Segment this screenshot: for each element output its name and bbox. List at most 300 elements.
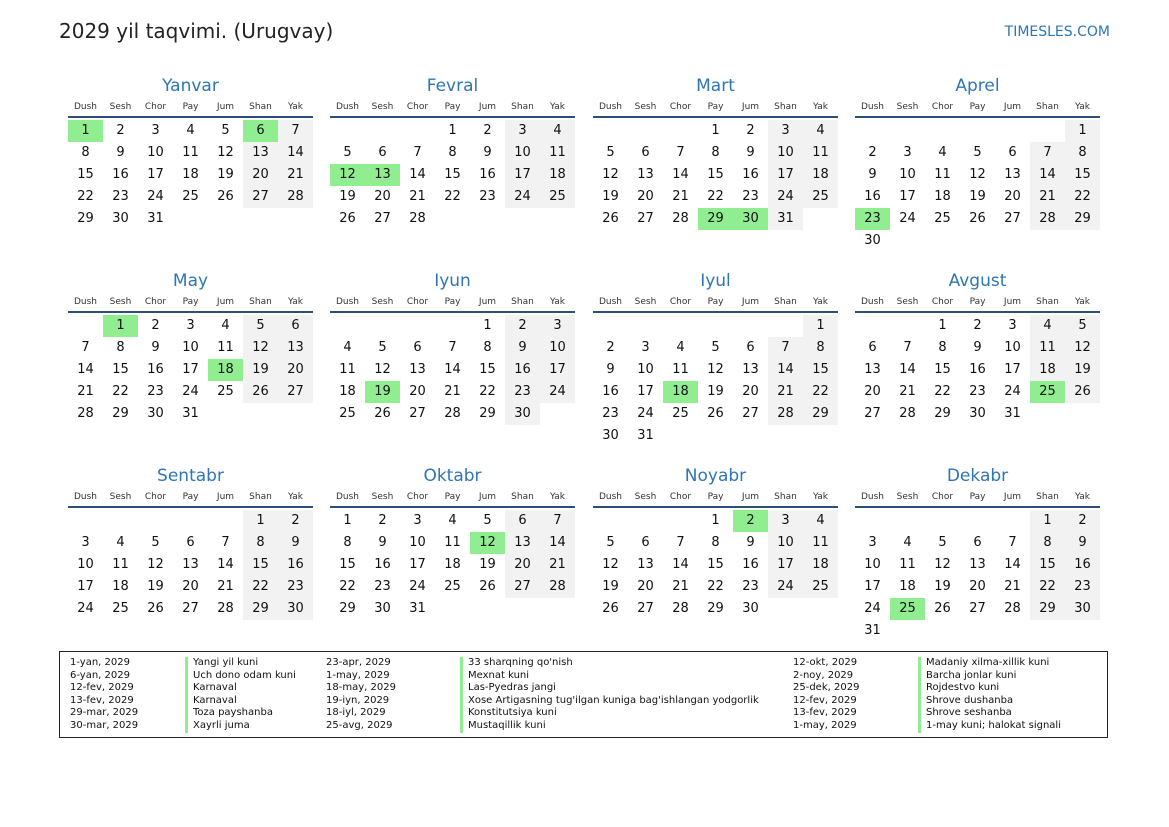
- weekday-label: Sesh: [896, 102, 919, 112]
- weekday-label: Jum: [741, 492, 760, 502]
- day-cell: 1: [343, 513, 352, 528]
- day-cell: 6: [505, 510, 540, 532]
- holiday-date: 30-mar, 2029: [70, 720, 139, 731]
- day-cell: 6: [1008, 145, 1017, 160]
- month-oktabr: [330, 464, 575, 620]
- empty-day: [768, 315, 803, 337]
- day-cell: 16: [742, 167, 759, 182]
- day-cell: 7: [81, 340, 90, 355]
- weekday-label: Sesh: [896, 492, 919, 502]
- day-cell: 16: [112, 167, 129, 182]
- holiday-date: 25-avg, 2029: [326, 720, 393, 731]
- weekday-label: Jum: [741, 102, 760, 112]
- day-cell: 3: [903, 145, 912, 160]
- holiday-name: Toza payshanba: [185, 707, 273, 720]
- day-cell: 6: [413, 340, 422, 355]
- month-sentabr: [68, 464, 313, 620]
- day-cell: 31: [1004, 406, 1021, 421]
- day-cell: 27: [637, 211, 654, 226]
- weekday-header: [855, 98, 1100, 118]
- day-cell: 11: [540, 142, 575, 164]
- day-cell: 22: [243, 576, 278, 598]
- day-cell: 12: [934, 557, 951, 572]
- weekday-label: Pay: [707, 102, 724, 112]
- day-cell: 6: [186, 535, 195, 550]
- day-cell: 2: [505, 315, 540, 337]
- day-cell: 6: [868, 340, 877, 355]
- day-cell: 19: [217, 167, 234, 182]
- day-cell: 23: [742, 579, 759, 594]
- weekday-label: Pay: [707, 297, 724, 307]
- day-cell: 8: [483, 340, 492, 355]
- empty-day: [960, 510, 995, 532]
- holiday-day: 1: [103, 315, 138, 337]
- holiday-day: 30: [733, 208, 768, 230]
- day-cell: 19: [602, 189, 619, 204]
- day-cell: 28: [540, 576, 575, 598]
- day-cell: 19: [969, 189, 986, 204]
- empty-day: [103, 510, 138, 532]
- day-cell: 26: [602, 211, 619, 226]
- day-cell: 17: [147, 167, 164, 182]
- day-cell: 16: [147, 362, 164, 377]
- day-cell: 23: [147, 384, 164, 399]
- weekday-label: Jum: [478, 492, 497, 502]
- day-cell: 13: [637, 557, 654, 572]
- weekday-label: Pay: [969, 297, 986, 307]
- weekday-label: Dush: [598, 102, 623, 112]
- day-cell: 12: [374, 362, 391, 377]
- day-cell: 14: [1004, 557, 1021, 572]
- weekday-label: Dush: [73, 492, 98, 502]
- empty-day: [68, 315, 103, 337]
- empty-day: [995, 120, 1030, 142]
- day-cell: 23: [969, 384, 986, 399]
- day-cell: 18: [540, 164, 575, 186]
- day-cell: 11: [803, 142, 838, 164]
- empty-day: [628, 120, 663, 142]
- weekday-label: Jum: [216, 492, 235, 502]
- day-cell: 15: [1030, 554, 1065, 576]
- day-cell: 27: [1004, 211, 1021, 226]
- day-cell: 1: [243, 510, 278, 532]
- day-cell: 10: [505, 142, 540, 164]
- holiday-day: 23: [855, 208, 890, 230]
- day-cell: 15: [444, 167, 461, 182]
- day-cell: 29: [479, 406, 496, 421]
- day-cell: 15: [803, 359, 838, 381]
- day-cell: 14: [768, 359, 803, 381]
- weekday-label: Dush: [598, 297, 623, 307]
- day-cell: 12: [1065, 337, 1100, 359]
- day-cell: 1: [803, 315, 838, 337]
- day-cell: 22: [77, 189, 94, 204]
- day-cell: 4: [186, 123, 195, 138]
- holiday-name: Xayrli juma: [185, 720, 250, 733]
- holiday-name: 1-may kuni; halokat signali: [918, 720, 1061, 733]
- month-name: Sentabr: [157, 466, 224, 486]
- day-cell: 8: [116, 340, 125, 355]
- day-cell: 21: [217, 579, 234, 594]
- weekday-label: Jum: [216, 297, 235, 307]
- weekday-label: Shan: [1036, 102, 1059, 112]
- day-cell: 25: [803, 576, 838, 598]
- day-cell: 5: [711, 340, 720, 355]
- day-cell: 26: [147, 601, 164, 616]
- day-cell: 16: [602, 384, 619, 399]
- day-cell: 10: [899, 167, 916, 182]
- day-cell: 14: [444, 362, 461, 377]
- day-cell: 1: [711, 513, 720, 528]
- day-cell: 23: [278, 576, 313, 598]
- weekday-label: Pay: [182, 297, 199, 307]
- month-fevral: [330, 74, 575, 230]
- weekday-header: [68, 98, 313, 118]
- empty-day: [890, 510, 925, 532]
- day-cell: 16: [505, 359, 540, 381]
- month-mart: [593, 74, 838, 230]
- day-cell: 10: [540, 337, 575, 359]
- day-cell: 20: [637, 579, 654, 594]
- day-cell: 15: [707, 557, 724, 572]
- day-cell: 3: [1008, 318, 1017, 333]
- day-cell: 26: [243, 381, 278, 403]
- day-cell: 3: [540, 315, 575, 337]
- day-cell: 21: [672, 579, 689, 594]
- month-name: Iyul: [700, 271, 731, 291]
- day-cell: 10: [1004, 340, 1021, 355]
- holiday-day: 25: [890, 598, 925, 620]
- day-cell: 2: [973, 318, 982, 333]
- day-cell: 25: [182, 189, 199, 204]
- empty-day: [593, 315, 628, 337]
- day-cell: 11: [217, 340, 234, 355]
- holiday-date: 19-iyn, 2029: [326, 694, 390, 706]
- day-cell: 25: [339, 406, 356, 421]
- holiday-date: 13-fev, 2029: [793, 707, 857, 719]
- day-cell: 19: [339, 189, 356, 204]
- holiday-name: Las-Pyedras jangi: [460, 682, 556, 695]
- day-cell: 17: [540, 359, 575, 381]
- day-cell: 23: [112, 189, 129, 204]
- holiday-name: 33 sharqning qo'nish: [460, 657, 573, 670]
- day-cell: 12: [707, 362, 724, 377]
- day-cell: 25: [217, 384, 234, 399]
- day-cell: 1: [448, 123, 457, 138]
- day-cell: 11: [934, 167, 951, 182]
- day-cell: 7: [1030, 142, 1065, 164]
- weekday-header: [855, 488, 1100, 508]
- weekday-label: Shan: [249, 102, 272, 112]
- weekday-label: Chor: [931, 492, 954, 502]
- day-cell: 15: [243, 554, 278, 576]
- weekday-label: Chor: [931, 297, 954, 307]
- day-cell: 16: [278, 554, 313, 576]
- day-cell: 2: [483, 123, 492, 138]
- empty-day: [663, 510, 698, 532]
- day-cell: 9: [606, 362, 615, 377]
- day-cell: 20: [243, 164, 278, 186]
- month-may: [68, 269, 313, 425]
- day-cell: 19: [147, 579, 164, 594]
- day-cell: 30: [374, 601, 391, 616]
- brand-link[interactable]: TIMESLES.COM: [1004, 24, 1110, 40]
- holiday-day: 29: [698, 208, 733, 230]
- day-grid: [68, 510, 313, 620]
- weekday-label: Chor: [406, 297, 429, 307]
- day-cell: 14: [217, 557, 234, 572]
- empty-day: [400, 315, 435, 337]
- weekday-header: [68, 293, 313, 313]
- holiday-name: Mustaqillik kuni: [460, 720, 546, 733]
- day-cell: 4: [540, 120, 575, 142]
- day-cell: 14: [77, 362, 94, 377]
- day-cell: 3: [186, 318, 195, 333]
- weekday-label: Sesh: [109, 492, 132, 502]
- day-cell: 19: [479, 557, 496, 572]
- weekday-label: Pay: [444, 492, 461, 502]
- day-cell: 22: [444, 189, 461, 204]
- month-aprel: [855, 74, 1100, 252]
- weekday-label: Pay: [182, 102, 199, 112]
- day-cell: 25: [672, 406, 689, 421]
- empty-day: [138, 510, 173, 532]
- day-cell: 7: [676, 535, 685, 550]
- day-cell: 26: [969, 211, 986, 226]
- day-cell: 30: [147, 406, 164, 421]
- empty-day: [435, 315, 470, 337]
- day-cell: 8: [343, 535, 352, 550]
- day-cell: 3: [868, 535, 877, 550]
- weekday-label: Pay: [182, 492, 199, 502]
- weekday-label: Sesh: [109, 297, 132, 307]
- day-cell: 21: [77, 384, 94, 399]
- day-cell: 5: [151, 535, 160, 550]
- day-cell: 24: [505, 186, 540, 208]
- day-cell: 6: [378, 145, 387, 160]
- day-cell: 14: [899, 362, 916, 377]
- month-yanvar: [68, 74, 313, 230]
- day-cell: 6: [641, 145, 650, 160]
- holiday-date: 25-dek, 2029: [793, 682, 860, 694]
- day-cell: 28: [444, 406, 461, 421]
- holiday-date: 12-fev, 2029: [70, 682, 134, 694]
- month-name: May: [172, 271, 209, 291]
- day-cell: 27: [742, 406, 759, 421]
- holiday-day: 25: [1030, 381, 1065, 403]
- day-cell: 28: [217, 601, 234, 616]
- day-cell: 29: [243, 598, 278, 620]
- day-cell: 11: [803, 532, 838, 554]
- day-cell: 18: [899, 579, 916, 594]
- day-cell: 9: [483, 145, 492, 160]
- weekday-label: Sesh: [634, 102, 657, 112]
- holiday-date: 1-yan, 2029: [70, 657, 130, 668]
- holiday-name: Shrove dushanba: [918, 695, 1013, 708]
- empty-day: [995, 510, 1030, 532]
- day-cell: 9: [746, 145, 755, 160]
- day-cell: 27: [409, 406, 426, 421]
- day-cell: 2: [151, 318, 160, 333]
- day-cell: 2: [868, 145, 877, 160]
- day-cell: 8: [81, 145, 90, 160]
- day-cell: 9: [116, 145, 125, 160]
- holiday-name: Yangi yil kuni: [185, 657, 258, 670]
- day-cell: 17: [77, 579, 94, 594]
- empty-day: [330, 315, 365, 337]
- day-cell: 25: [112, 601, 129, 616]
- empty-day: [68, 510, 103, 532]
- weekday-header: [593, 98, 838, 118]
- day-cell: 18: [444, 557, 461, 572]
- day-cell: 2: [746, 123, 755, 138]
- day-cell: 15: [112, 362, 129, 377]
- empty-day: [855, 510, 890, 532]
- day-cell: 26: [934, 601, 951, 616]
- empty-day: [628, 510, 663, 532]
- weekday-label: Dush: [860, 297, 885, 307]
- day-cell: 23: [602, 406, 619, 421]
- weekday-label: Shan: [774, 492, 797, 502]
- holiday-name: Konstitutsiya kuni: [460, 707, 557, 720]
- month-name: Oktabr: [423, 466, 482, 486]
- day-cell: 21: [672, 189, 689, 204]
- day-cell: 10: [77, 557, 94, 572]
- holiday-name: Rojdestvo kuni: [918, 682, 999, 695]
- day-cell: 22: [479, 384, 496, 399]
- day-cell: 10: [637, 362, 654, 377]
- empty-day: [365, 120, 400, 142]
- day-cell: 31: [768, 208, 803, 230]
- day-cell: 20: [742, 384, 759, 399]
- day-cell: 27: [278, 381, 313, 403]
- weekday-label: Shan: [249, 492, 272, 502]
- day-cell: 5: [606, 145, 615, 160]
- day-cell: 24: [182, 384, 199, 399]
- day-cell: 17: [768, 554, 803, 576]
- day-cell: 20: [182, 579, 199, 594]
- day-cell: 16: [479, 167, 496, 182]
- empty-day: [925, 120, 960, 142]
- holiday-list: [59, 651, 1108, 738]
- day-cell: 12: [602, 167, 619, 182]
- day-cell: 7: [676, 145, 685, 160]
- day-cell: 3: [151, 123, 160, 138]
- weekday-label: Pay: [969, 492, 986, 502]
- day-cell: 30: [1065, 598, 1100, 620]
- day-cell: 21: [540, 554, 575, 576]
- day-cell: 8: [803, 337, 838, 359]
- weekday-label: Shan: [511, 492, 534, 502]
- day-cell: 13: [742, 362, 759, 377]
- day-cell: 22: [339, 579, 356, 594]
- day-cell: 16: [969, 362, 986, 377]
- day-cell: 31: [182, 406, 199, 421]
- day-cell: 13: [505, 532, 540, 554]
- empty-day: [855, 120, 890, 142]
- day-cell: 22: [934, 384, 951, 399]
- weekday-label: Jum: [1003, 297, 1022, 307]
- day-grid: [330, 315, 575, 425]
- empty-day: [855, 315, 890, 337]
- day-cell: 4: [903, 535, 912, 550]
- day-grid: [855, 120, 1100, 252]
- day-cell: 29: [112, 406, 129, 421]
- weekday-label: Dush: [73, 102, 98, 112]
- day-cell: 8: [711, 535, 720, 550]
- day-cell: 14: [540, 532, 575, 554]
- empty-day: [925, 510, 960, 532]
- empty-day: [593, 120, 628, 142]
- day-cell: 14: [409, 167, 426, 182]
- weekday-label: Yak: [1075, 492, 1090, 502]
- day-cell: 4: [938, 145, 947, 160]
- weekday-label: Shan: [774, 297, 797, 307]
- day-cell: 8: [1065, 142, 1100, 164]
- weekday-header: [330, 98, 575, 118]
- day-cell: 11: [444, 535, 461, 550]
- holiday-date: 2-noy, 2029: [793, 669, 854, 681]
- day-grid: [593, 315, 838, 447]
- day-cell: 20: [637, 189, 654, 204]
- day-cell: 2: [378, 513, 387, 528]
- holiday-day: 13: [365, 164, 400, 186]
- day-cell: 7: [221, 535, 230, 550]
- day-cell: 29: [934, 406, 951, 421]
- day-cell: 17: [899, 189, 916, 204]
- day-cell: 3: [413, 513, 422, 528]
- weekday-label: Sesh: [109, 102, 132, 112]
- day-cell: 29: [803, 403, 838, 425]
- day-cell: 10: [147, 145, 164, 160]
- day-cell: 16: [864, 189, 881, 204]
- day-cell: 19: [1065, 359, 1100, 381]
- day-cell: 27: [637, 601, 654, 616]
- day-cell: 30: [112, 211, 129, 226]
- empty-day: [1030, 120, 1065, 142]
- day-cell: 22: [1065, 186, 1100, 208]
- weekday-header: [855, 293, 1100, 313]
- day-cell: 9: [505, 337, 540, 359]
- holiday-name: Mexnat kuni: [460, 670, 529, 683]
- day-cell: 13: [243, 142, 278, 164]
- day-cell: 5: [606, 535, 615, 550]
- day-cell: 30: [969, 406, 986, 421]
- day-cell: 17: [409, 557, 426, 572]
- day-cell: 17: [864, 579, 881, 594]
- empty-day: [663, 315, 698, 337]
- day-cell: 14: [278, 142, 313, 164]
- day-cell: 31: [409, 601, 426, 616]
- day-cell: 15: [934, 362, 951, 377]
- holiday-date: 12-fev, 2029: [793, 694, 857, 706]
- weekday-label: Dush: [73, 297, 98, 307]
- day-cell: 4: [448, 513, 457, 528]
- day-cell: 10: [409, 535, 426, 550]
- weekday-label: Dush: [335, 102, 360, 112]
- day-cell: 9: [868, 167, 877, 182]
- day-cell: 30: [864, 233, 881, 248]
- day-cell: 21: [444, 384, 461, 399]
- weekday-label: Chor: [931, 102, 954, 112]
- day-cell: 15: [707, 167, 724, 182]
- day-cell: 4: [1030, 315, 1065, 337]
- day-cell: 26: [1065, 381, 1100, 403]
- day-cell: 24: [1004, 384, 1021, 399]
- holiday-date: 18-may, 2029: [326, 682, 396, 694]
- day-cell: 27: [969, 601, 986, 616]
- day-grid: [330, 120, 575, 230]
